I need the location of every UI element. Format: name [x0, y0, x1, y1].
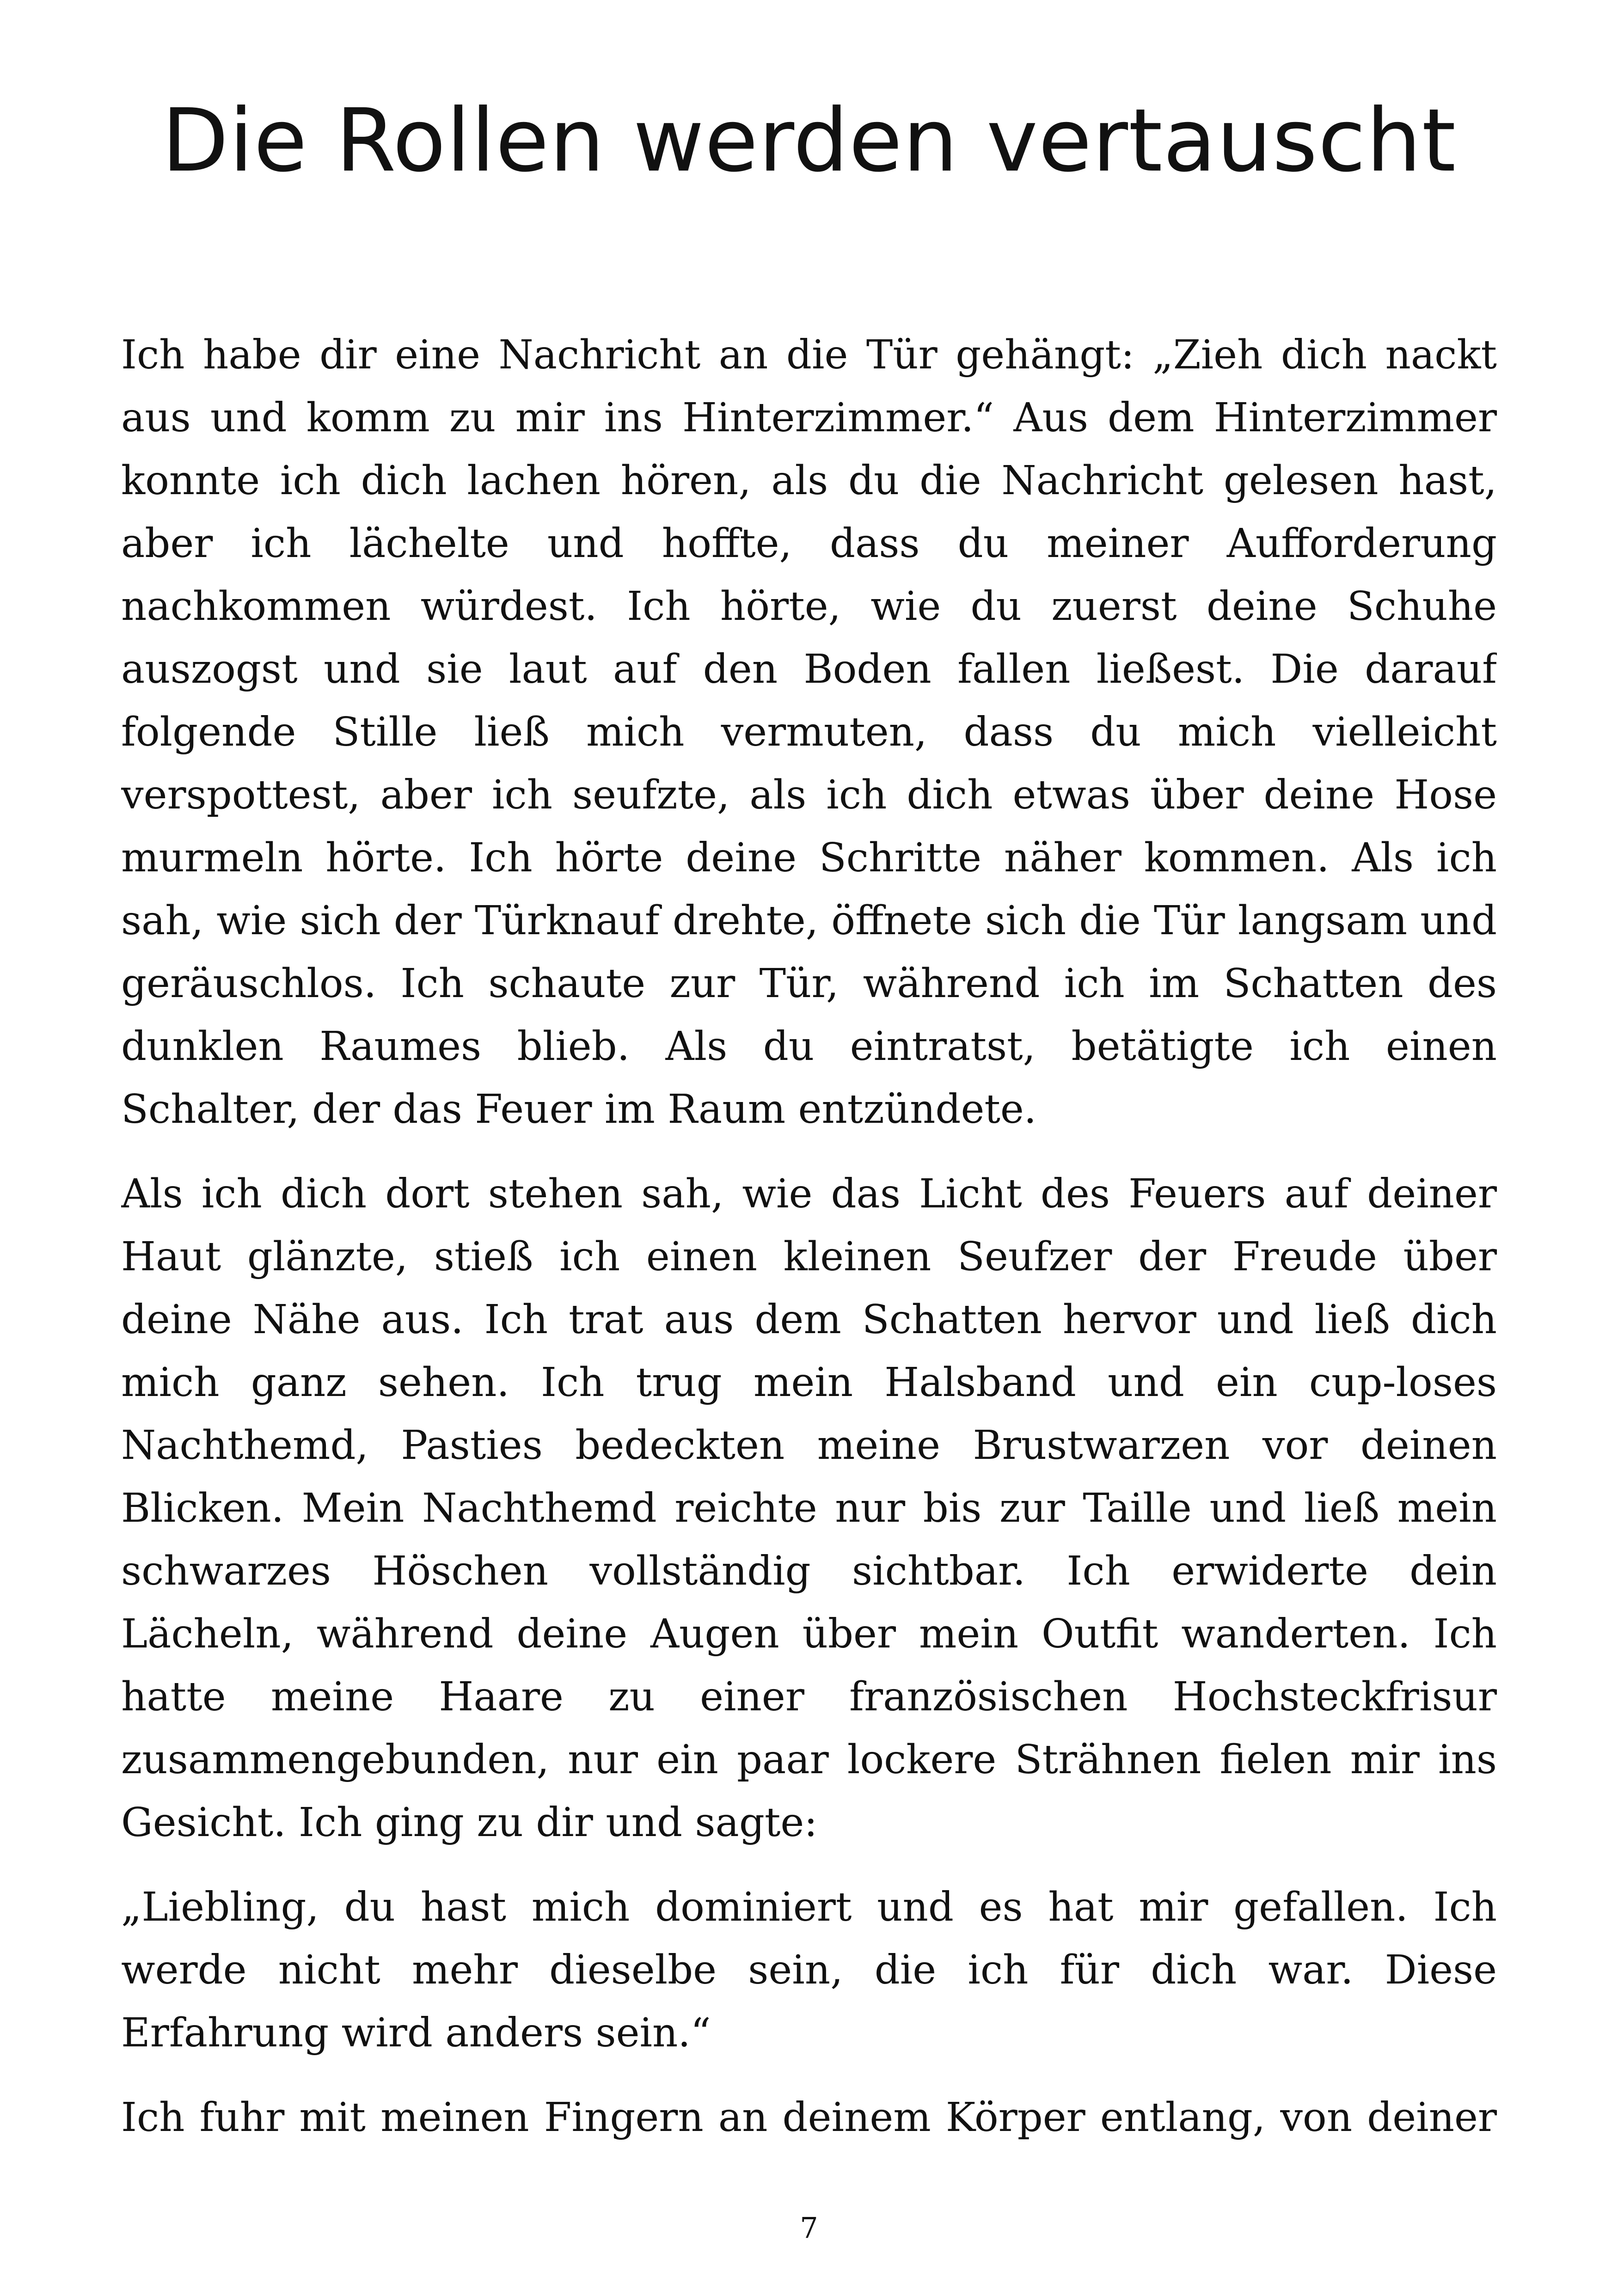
paragraph-3: „Liebling, du hast mich dominiert und es hat mir gefallen. Ich werde nicht mehr dieselbe sein, die ich für dich war. Diese Erfahrung wird anders sein.“ — [121, 1884, 1497, 2056]
paragraph-1: Ich habe dir eine Nachricht an die Tür gehängt: „Zieh dich nackt aus und komm zu mir ins Hinterzimmer.“ Aus dem Hinterzimmer konnte ich dich lachen hören, als du die Nachricht gelesen hast, aber ich lächelte und hoffte, dass du meiner Aufforderung nachkommen würdest. Ich hörte, wie du zuerst deine Schuhe auszogst und sie laut auf den Boden fallen ließest. Die darauf folgende Stille ließ mich vermuten, dass du mich vielleicht verspottest, aber ich seufzte, als ich dich etwas über deine Hose murmeln hörte. Ich hörte deine Schritte näher kommen. Als ich sah, wie sich der Türknauf drehte, öffnete sich die Tür langsam und geräuschlos. Ich schaute zur Tür, während ich im Schatten des dunklen Raumes blieb. Als du eintratst, betätigte ich einen Schalter, der das Feuer im Raum entzündete. — [121, 332, 1497, 1133]
page-number: 7 — [800, 2211, 818, 2245]
paragraph-4: Ich fuhr mit meinen Fingern an deinem Körper entlang, von deiner — [121, 2094, 1497, 2141]
body-text — [121, 324, 1497, 2154]
page-title: Die Rollen werden vertauscht — [161, 90, 1457, 191]
paragraph-2: Als ich dich dort stehen sah, wie das Licht des Feuers auf deiner Haut glänzte, stieß ich einen kleinen Seufzer der Freude über deine Nähe aus. Ich trat aus dem Schatten hervor und ließ dich mich ganz sehen. Ich trug mein Halsband und ein cup-loses Nachthemd, Pasties bedeckten meine Brustwarzen vor deinen Blicken. Mein Nachthemd reichte nur bis zur Taille und ließ mein schwarzes Höschen vollständig sichtbar. Ich erwiderte dein Lächeln, während deine Augen über mein Outfit wanderten. Ich hatte meine Haare zu einer französischen Hochsteckfrisur zusammengebunden, nur ein paar lockere Strähnen fielen mir ins Gesicht. Ich ging zu dir und sagte: — [121, 1171, 1497, 1846]
